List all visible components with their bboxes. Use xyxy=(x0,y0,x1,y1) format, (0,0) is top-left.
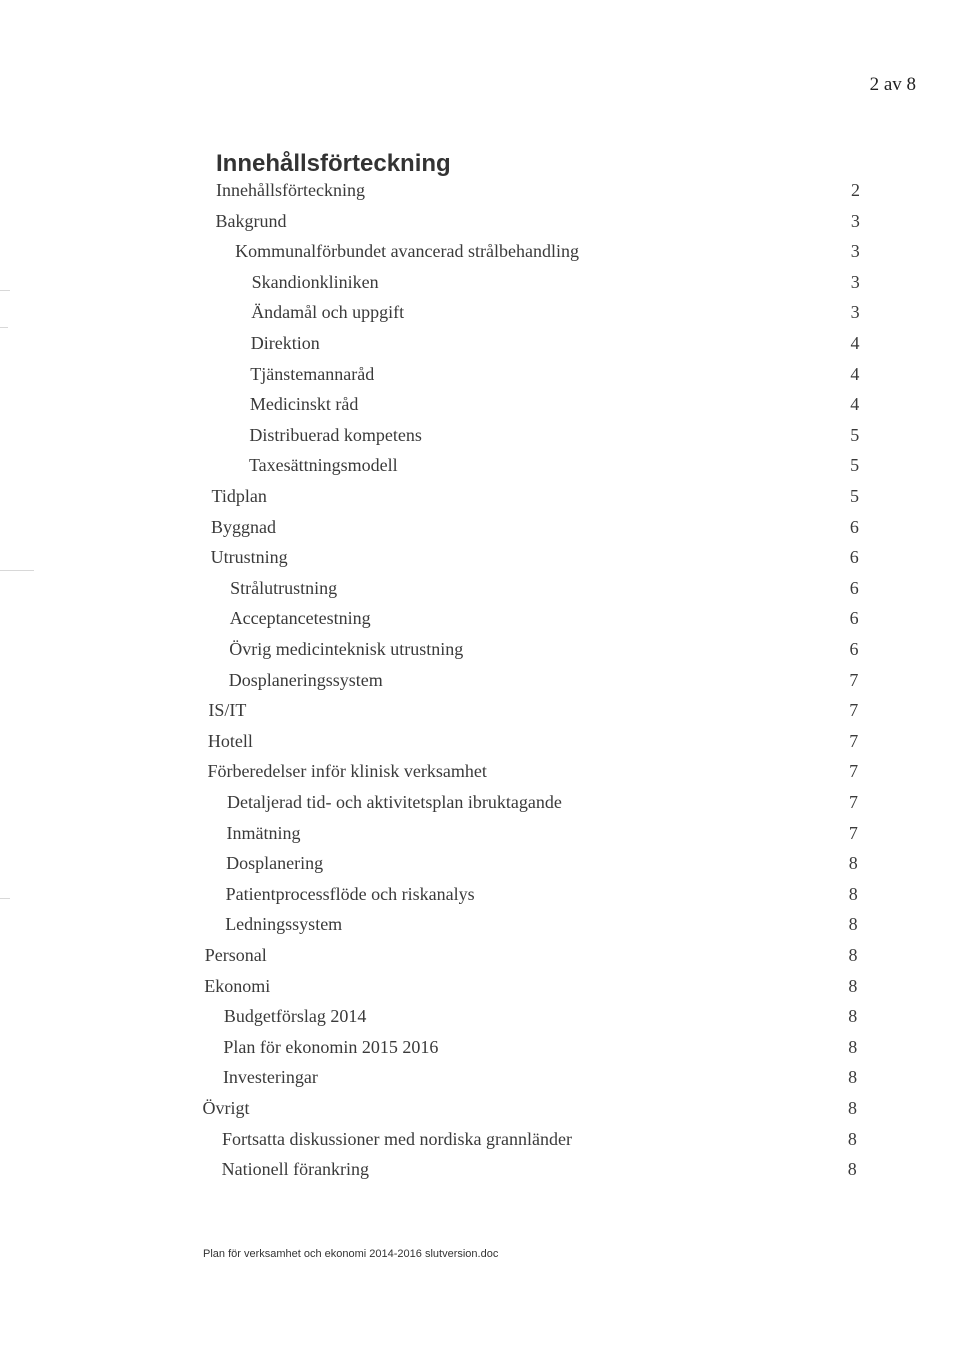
toc-entry xyxy=(0,241,960,271)
scan-mark xyxy=(0,898,10,899)
toc-entry xyxy=(0,180,960,210)
toc-entry xyxy=(0,670,960,700)
toc-entry xyxy=(0,394,960,424)
toc-entry-page: 6 xyxy=(849,608,859,629)
toc-entry-page: 4 xyxy=(850,363,860,384)
toc-entry xyxy=(0,486,960,516)
toc-entry-page: 3 xyxy=(850,241,860,262)
toc-entry xyxy=(0,1006,960,1036)
toc-entry xyxy=(0,945,960,975)
toc-entry xyxy=(0,364,960,394)
scan-mark xyxy=(0,570,34,571)
toc-entry xyxy=(0,853,960,883)
toc-entry-page: 6 xyxy=(849,547,859,568)
toc-entry-title: Dosplaneringssystem xyxy=(228,669,383,690)
toc-entry-page: 6 xyxy=(849,516,859,537)
toc-entry xyxy=(0,211,960,241)
toc-entry-title: IS/IT xyxy=(208,700,247,721)
toc-entry-page: 7 xyxy=(849,792,858,812)
toc-entry xyxy=(0,639,960,669)
toc-entry-page: 7 xyxy=(848,822,858,843)
toc-entry-title: Kommunalförbundet avancerad strålbehandling xyxy=(235,241,579,262)
toc-entry-page: 8 xyxy=(848,1006,858,1027)
toc-entry-page: 8 xyxy=(848,883,858,904)
toc-entry-title: Direktion xyxy=(250,333,320,353)
toc-entry-page: 7 xyxy=(849,700,859,721)
toc-entry-title: Investeringar xyxy=(222,1067,318,1088)
toc-entry-title: Acceptancetestning xyxy=(229,608,371,629)
toc-entry-page: 7 xyxy=(849,761,859,782)
toc-entry-title: Taxesättningsmodell xyxy=(248,455,398,476)
toc-entry-page: 2 xyxy=(851,180,860,200)
toc-entry-title: Övrigt xyxy=(202,1098,250,1118)
toc-entry-page: 7 xyxy=(849,669,859,690)
toc-entry-page: 3 xyxy=(850,302,860,323)
toc-entry-page: 7 xyxy=(849,730,859,751)
page-number: 2 av 8 xyxy=(869,74,916,95)
toc-entry-title: Nationell förankring xyxy=(221,1159,370,1180)
toc-entry-page: 3 xyxy=(850,271,860,292)
toc-entry xyxy=(0,823,960,853)
toc-entry xyxy=(0,455,960,485)
toc-entry-title: Övrig medicinteknisk utrustning xyxy=(229,639,464,659)
toc-entry xyxy=(0,333,960,363)
toc-entry-title: Skandionkliniken xyxy=(251,271,379,292)
toc-entry xyxy=(0,608,960,638)
toc-entry-title: Ekonomi xyxy=(204,975,271,996)
toc-entry-title: Innehållsförteckning xyxy=(216,180,365,200)
toc-entry xyxy=(0,425,960,455)
toc-entry-title: Hotell xyxy=(207,730,253,751)
toc-entry-title: Distribuerad kompetens xyxy=(249,424,422,445)
footer-filename: Plan för verksamhet och ekonomi 2014-2016 slutversion.doc xyxy=(203,1248,499,1260)
toc-entry-title: Tidplan xyxy=(211,486,267,506)
toc-entry xyxy=(0,578,960,608)
toc-entry-title: Strålutrustning xyxy=(230,577,338,598)
toc-entry-title: Personal xyxy=(204,945,267,965)
toc-entry xyxy=(0,700,960,730)
toc-entry xyxy=(0,976,960,1006)
toc-entry xyxy=(0,1067,960,1097)
toc-entry-title: Dosplanering xyxy=(226,853,324,874)
toc-entry-title: Fortsatta diskussioner med nordiska grannländer xyxy=(222,1128,572,1149)
toc-entry-title: Ändamål och uppgift xyxy=(251,302,405,323)
scan-mark xyxy=(0,290,10,291)
toc-heading: Innehållsförteckning xyxy=(216,150,451,177)
toc-entry xyxy=(0,517,960,547)
toc-entry xyxy=(0,792,960,822)
toc-entry xyxy=(0,302,960,332)
toc-entry-page: 8 xyxy=(848,853,858,874)
toc-entry xyxy=(0,272,960,302)
toc-entry-page: 5 xyxy=(850,486,859,506)
toc-entry-page: 4 xyxy=(850,333,860,353)
toc-entry xyxy=(0,1159,960,1189)
toc-entry-title: Förberedelser inför klinisk verksamhet xyxy=(207,761,487,782)
scan-mark xyxy=(0,327,8,328)
toc-entry-title: Utrustning xyxy=(210,547,288,568)
toc-entry-page: 8 xyxy=(848,914,858,935)
toc-entry xyxy=(0,761,960,791)
toc-entry-title: Tjänstemannaråd xyxy=(250,363,375,384)
toc-entry xyxy=(0,884,960,914)
toc-entry-page: 8 xyxy=(848,1036,858,1057)
toc-entry-title: Medicinskt råd xyxy=(249,394,359,415)
toc-entry xyxy=(0,914,960,944)
toc-entry xyxy=(0,731,960,761)
toc-entry-title: Budgetförslag 2014 xyxy=(223,1006,367,1027)
toc-entry-title: Bakgrund xyxy=(215,210,287,231)
toc-entry-page: 8 xyxy=(847,1128,857,1149)
toc-entry-title: Byggnad xyxy=(211,516,277,537)
toc-entry-page: 8 xyxy=(848,975,858,996)
toc-entry-title: Ledningssystem xyxy=(225,914,343,935)
toc-entry xyxy=(0,547,960,577)
toc-entry xyxy=(0,1098,960,1128)
toc-entry-page: 8 xyxy=(848,945,858,965)
toc-entry-page: 4 xyxy=(850,394,860,415)
toc-entry xyxy=(0,1129,960,1159)
toc-entry-page: 5 xyxy=(850,455,860,476)
toc-entry-page: 8 xyxy=(847,1159,857,1180)
toc-entry-title: Patientprocessflöde och riskanalys xyxy=(225,883,475,904)
toc-entry-page: 6 xyxy=(849,577,859,598)
toc-entry-page: 8 xyxy=(848,1067,858,1088)
toc-entry-page: 5 xyxy=(850,424,860,445)
toc-entry-page: 3 xyxy=(850,210,860,231)
toc-entry xyxy=(0,1037,960,1067)
toc-entry-title: Plan för ekonomin 2015 2016 xyxy=(223,1036,439,1057)
toc-entry-page: 8 xyxy=(848,1098,857,1118)
toc-entry-title: Inmätning xyxy=(226,822,301,843)
toc-entry-title: Detaljerad tid- och aktivitetsplan ibruktagande xyxy=(227,792,562,812)
toc-entry-page: 6 xyxy=(849,639,859,659)
